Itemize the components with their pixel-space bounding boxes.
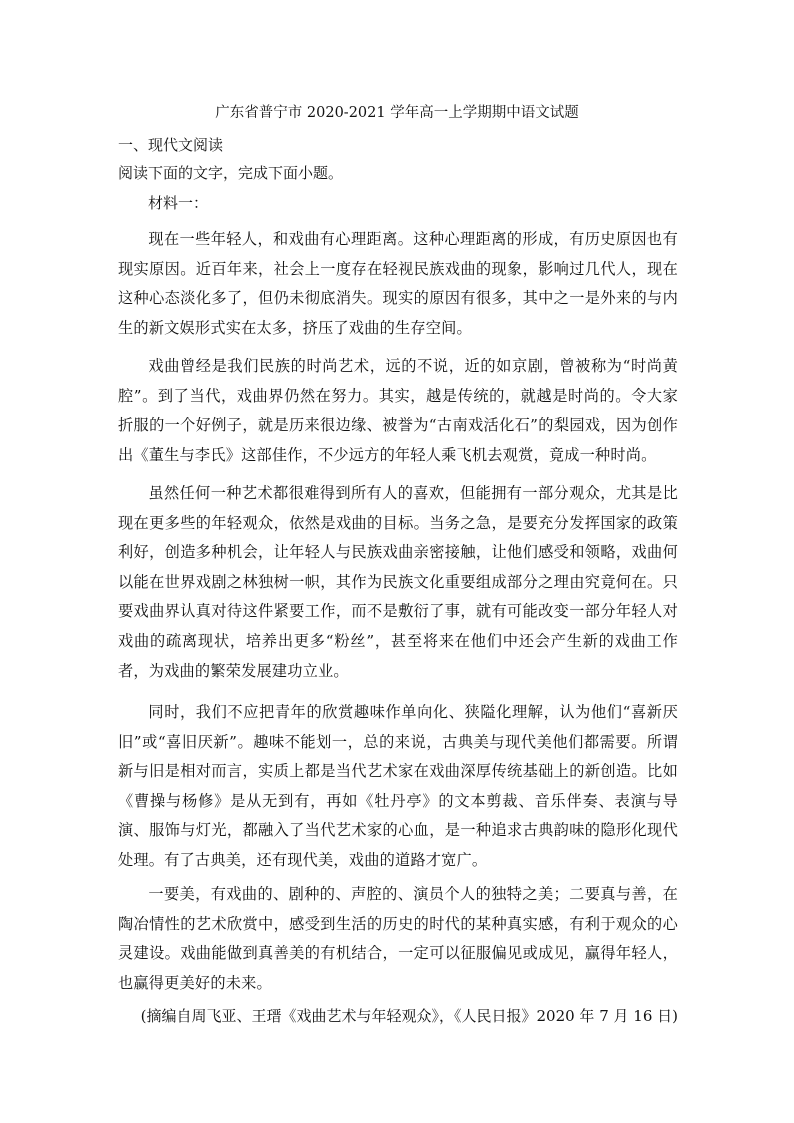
paragraph-4: 同时，我们不应把青年的欣赏趣味作单向化、狭隘化理解，认为他们“喜新厌旧”或“喜旧厌新”。趣味不能划一，总的来说，古典美与现代美他们都需要。所谓新与旧是相对而言，实质上都是当代艺术家在戏曲深厚传统基础上的新创造。比如《曹操与杨修》是从无到有，再如《牡丹亭》的文本剪裁、音乐伴奏、表演与导演、服饰与灯光，都融入了当代艺术家的心血，是一种追求古典韵味的隐形化现代处理。有了古典美，还有现代美，戏曲的道路才宽广。 (118, 703, 678, 869)
paragraph-2: 戏曲曾经是我们民族的时尚艺术，远的不说，近的如京剧，曾被称为“时尚黄腔”。到了当代，戏曲界仍然在努力。其实，越是传统的，就越是时尚的。令大家折服的一个好例子，就是历来很边缘、被誉为“古南戏活化石”的梨园戏，因为创作出《董生与李氏》这部佳作，不少远方的年轻人乘飞机去观赏，竟成一种时尚。 (118, 357, 678, 464)
paragraph-1: 现在一些年轻人，和戏曲有心理距离。这种心理距离的形成，有历史原因也有现实原因。近百年来，社会上一度存在轻视民族戏曲的现象，影响过几代人，现在这种心态淡化多了，但仍未彻底消失。现实的原因有很多，其中之一是外来的与内生的新文娱形式实在太多，挤压了戏曲的生存空间。 (118, 230, 678, 337)
paragraph-5: 一要美，有戏曲的、剧种的、声腔的、演员个人的独特之美；二要真与善，在陶冶情性的艺术欣赏中，感受到生活的历史的时代的某种真实感，有利于观众的心灵建设。戏曲能做到真善美的有机结合，一定可以征服偏见或成见，赢得年轻人，也赢得更美好的未来。 (118, 885, 678, 992)
source-citation: (摘编自周飞亚、王瑨《戏曲艺术与年轻观众》，《人民日报》2020 年 7 月 16 日) (140, 1007, 678, 1025)
paragraph-3: 虽然任何一种艺术都很难得到所有人的喜欢，但能拥有一部分观众，尤其是比现在更多些的年轻观众，依然是戏曲的目标。当务之急，是要充分发挥国家的政策利好，创造多种机会，让年轻人与民族戏曲亲密接触，让他们感受和领略，戏曲何以能在世界戏剧之林独树一帜，其作为民族文化重要组成部分之理由究竟何在。只要戏曲界认真对待这件紧要工作，而不是敷衍了事，就有可能改变一部分年轻人对戏曲的疏离现状，培养出更多“粉丝”，甚至将来在他们中还会产生新的戏曲工作者，为戏曲的繁荣发展建功立业。 (118, 484, 678, 680)
reading-instruction: 阅读下面的文字，完成下面小题。 (118, 164, 344, 182)
section-heading: 一、现代文阅读 (118, 136, 224, 154)
material-label: 材料一： (148, 194, 209, 212)
page-title: 广东省普宁市 2020-2021 学年高一上学期期中语文试题 (215, 105, 579, 121)
